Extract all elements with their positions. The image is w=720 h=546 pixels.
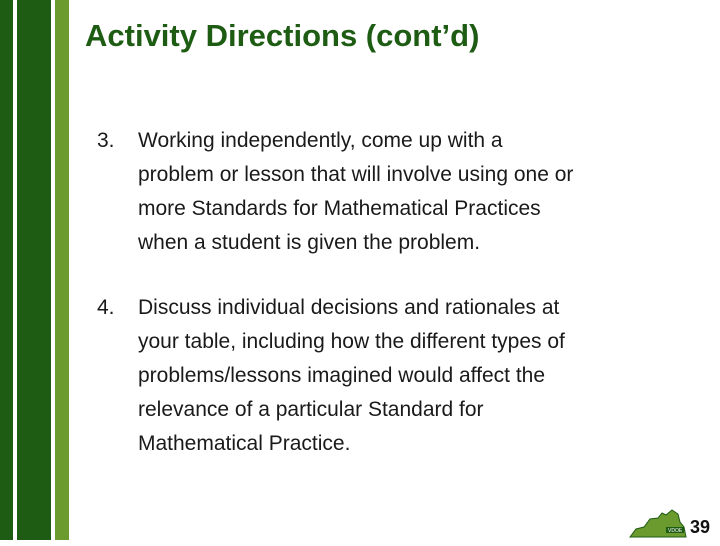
sidebar-stripe-dark bbox=[0, 0, 13, 540]
virginia-state-logo-icon bbox=[628, 505, 688, 541]
list-item-text: Discuss individual decisions and rationales at your table, including how the different types of problems/lessons imagined would affect the relevance of a particular Standard for Mathematical Practice. bbox=[138, 296, 565, 455]
sidebar-stripe-light bbox=[55, 0, 69, 540]
list-item-number: 3. bbox=[97, 129, 115, 152]
list-item-number: 4. bbox=[97, 296, 115, 319]
svg-text:VDOE: VDOE bbox=[668, 528, 683, 534]
list-item-text: Working independently, come up with a problem or lesson that will involve using one or more Standards for Mathematical Practices when a student is given the problem. bbox=[138, 129, 574, 254]
list-item bbox=[97, 291, 697, 461]
sidebar-decoration bbox=[0, 0, 70, 540]
page-number: 39 bbox=[690, 517, 711, 537]
list-item bbox=[97, 124, 697, 260]
sidebar-stripe-dark-wide bbox=[17, 0, 51, 540]
slide-title: Activity Directions (cont’d) bbox=[85, 18, 480, 53]
